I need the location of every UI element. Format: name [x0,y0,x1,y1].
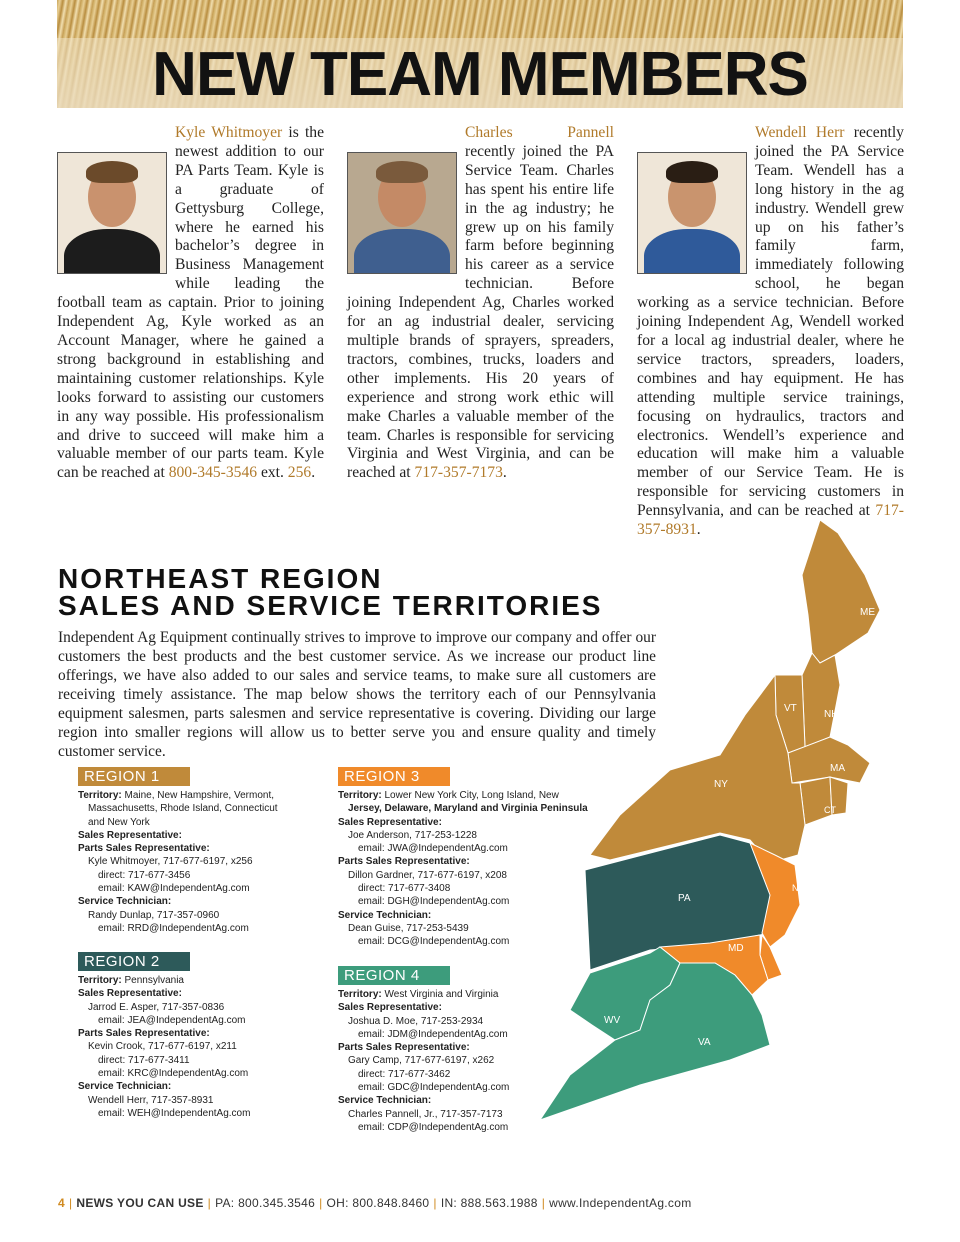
page-footer [58,1196,692,1210]
member-name: Wendell Herr [755,124,845,141]
region-line-text: Randy Dunlap, 717-357-0960 [88,909,220,921]
map-label-ri: RI [859,789,868,799]
region-header: REGION 1 [78,767,190,786]
region-line [338,1094,509,1107]
region-line-label: Sales Representative: [338,816,442,828]
map-label-nj: NJ [792,883,803,893]
member-column-wendell [637,124,904,540]
region-line-text: Kyle Whitmoyer, 717-677-6197, x256 [88,856,253,868]
region-line-text: Wendell Herr, 717-357-8931 [88,1094,214,1106]
region-line [338,1015,509,1028]
region-line-text: email: KAW@IndependentAg.com [98,883,250,895]
region-2-block [78,952,250,1120]
region-line [338,1028,509,1041]
region-line [78,1001,250,1014]
member-photo [347,152,457,274]
member-bio: recently joined the PA Service Team. Wendell has a long history in the ag industry. Wendell grew up on his father’s family farm, immediately following school, he began working as a service technician. Before joining Independent Ag, Wendell worked for a local ag industrial dealer, where he service tractors, spreaders, loaders, combines and hay equipment. He has attending multiple service trainings, focusing on hydraulics, tractors and electronics. Wendell’s experience and education will make him a valuable member of our Service Team. He is responsible for servicing customers in Pennsylvania, and can be reached at [637,124,904,520]
region-line-text: direct: 717-677-3411 [98,1054,190,1066]
map-label-pa: PA [678,893,691,904]
region-line-bold: Jersey, Delaware, Maryland and Virginia Peninsula [348,803,588,815]
footer-pa-phone: PA: 800.345.3546 [215,1196,316,1210]
region-line [78,1107,250,1120]
region-line-text: Pennsylvania [121,975,184,986]
region-line-label: Parts Sales Representative: [338,1042,470,1054]
map-label-me: ME [860,607,875,618]
region-line [338,1121,509,1134]
map-label-nh: NH [824,709,839,720]
member-name: Charles Pannell [465,124,614,141]
region-line [78,895,278,908]
region-line-text: Massachusetts, Rhode Island, Connecticut [88,803,278,815]
map-label-wv: WV [604,1015,621,1026]
footer-oh-phone: OH: 800.848.8460 [326,1196,430,1210]
region-line [78,1080,250,1093]
footer-sep: | [541,1196,546,1210]
region-line-label: Sales Representative: [338,1002,442,1014]
territories-title [58,565,602,619]
footer-in-phone: IN: 888.563.1988 [440,1196,538,1210]
region-line-label: Territory: [338,989,382,1000]
region-line-text: email: JWA@IndependentAg.com [358,843,508,855]
region-line [338,1054,509,1067]
member-ext-label: ext. [257,464,288,482]
territories-title-line1: NORTHEAST REGION [58,563,383,594]
member-phone[interactable]: 717-357-8931 [637,502,904,539]
region-line-label: Service Technician: [78,1081,172,1093]
region-line-text: Joshua D. Moe, 717-253-2934 [348,1015,484,1027]
map-label-vt: VT [784,703,797,714]
region-line-label: Service Technician: [78,896,172,908]
map-state-nh [802,653,840,747]
region-line-text: direct: 717-677-3456 [98,869,191,881]
member-photo [57,152,167,274]
region-line-text: email: JDM@IndependentAg.com [358,1028,508,1040]
region-line-text: Jarrod E. Asper, 717-357-0836 [88,1001,225,1013]
map-state-ny [590,675,805,863]
region-line-text: Kevin Crook, 717-677-6197, x211 [88,1041,237,1053]
region-line [78,1054,250,1067]
region-line-text: Dean Guise, 717-253-5439 [348,922,469,934]
region-header: REGION 3 [338,767,450,786]
region-line [78,789,278,802]
region-line-text: Dillon Gardner, 717-677-6197, x208 [348,869,507,881]
region-line [78,829,278,842]
footer-sep: | [433,1196,437,1210]
region-line [78,974,250,987]
member-bio: recently joined the PA Service Team. Charles has spent his entire life in the ag industry; he grew up on his family farm before beginning his career as a service technician. Before joining Independent Ag, Charles worked for an ag industrial dealer, servicing multiple brands of sprayers, spreaders, tractors, combines, trucks, loaders and other implements. His 20 years of experience and strong work ethic will make Charles a valuable member of the team. Charles is responsible for servicing Virginia and West Virginia, and can be reached at [347,142,614,482]
region-line [78,1067,250,1080]
region-line [338,1001,509,1014]
map-label-de: DE [780,956,792,965]
region-line-text: and New York [88,816,150,828]
map-state-ct [800,777,832,825]
region-line [338,988,509,1001]
map-label-ct: CT [824,805,836,815]
territories-intro: Independent Ag Equipment continually strives to improve to improve our company and offer our customers the best products and the best customer service. As we increase our product line offerings, we have also added to our sales and service teams, to make sure all customers are receiving timely assistance. The map below shows the territory each of our Pennsylvania equipment salesmen, parts salesmen and service representative is covering. Dividing our large region into smaller regions will allow us to better serve you and ensure quality and timely customer service. [58,629,656,760]
region-line-label: Territory: [78,975,122,986]
region-line-text: direct: 717-677-3462 [358,1068,451,1080]
region-line-text: Gary Camp, 717-677-6197, x262 [348,1055,495,1067]
region-line-text: West Virginia and Virginia [381,989,499,1000]
region-line-text: email: JEA@IndependentAg.com [98,1014,246,1026]
member-name: Kyle Whitmoyer [175,124,283,141]
map-label-ma: MA [830,763,845,774]
region-line-text: email: WEH@IndependentAg.com [98,1107,251,1119]
region-header: REGION 2 [78,952,190,971]
footer-sep: | [68,1196,73,1210]
region-line [78,802,278,815]
region-line [78,1014,250,1027]
footer-sep: | [207,1196,212,1210]
region-line [78,1040,250,1053]
region-line-text: direct: 717-677-3408 [358,883,451,895]
region-line [78,842,278,855]
region-line-label: Parts Sales Representative: [78,1028,210,1040]
member-bio-end: . [502,464,507,482]
map-state-me [802,520,880,663]
region-line-text: email: KRC@IndependentAg.com [98,1068,249,1080]
region-line [78,816,278,829]
page-number: 4 [58,1196,65,1210]
map-label-md: MD [728,943,744,954]
region-line-text: email: GDC@IndependentAg.com [358,1082,510,1094]
region-line-text: Joe Anderson, 717-253-1228 [348,829,477,841]
page-title: NEW TEAM MEMBERS [152,40,808,108]
member-column-kyle [57,124,324,483]
member-phone[interactable]: 800-345-3546 [168,464,258,482]
map-label-ny: NY [714,779,728,790]
region-line-text: email: RRD@IndependentAg.com [98,922,249,934]
region-line-text: Maine, New Hampshire, Vermont, [121,790,274,801]
region-line-text: Charles Pannell, Jr., 717-357-7173 [348,1108,503,1120]
region-line-label: Service Technician: [338,1095,432,1107]
footer-website[interactable]: www.IndependentAg.com [549,1196,692,1210]
member-column-charles [347,124,614,483]
region-line [78,882,278,895]
region-line-label: Territory: [338,790,382,801]
region-line-text: email: CDP@IndependentAg.com [358,1121,509,1133]
region-line-text: email: DGH@IndependentAg.com [358,896,510,908]
footer-section: NEWS YOU CAN USE [76,1196,204,1210]
member-phone[interactable]: 717-357-7173 [414,464,503,482]
region-line-label: Sales Representative: [78,988,182,1000]
region-header: REGION 4 [338,966,450,985]
territory-map [530,515,910,1135]
region-line [338,1068,509,1081]
member-bio-end: . [696,521,701,539]
member-photo [637,152,747,274]
region-line [78,1027,250,1040]
map-label-va: VA [698,1037,711,1048]
region-line [78,869,278,882]
header-banner [57,0,903,108]
region-line-label: Territory: [78,790,122,801]
region-line [338,1108,509,1121]
region-line [338,1041,509,1054]
region-line [78,855,278,868]
region-line-label: Sales Representative: [78,829,182,841]
region-line [78,909,278,922]
region-1-block [78,767,278,935]
region-line-text: Lower New York City, Long Island, New [381,790,559,801]
member-ext[interactable]: 256 [287,464,312,482]
member-bio-end: . [311,464,316,482]
member-bio: is the newest addition to our PA Parts Team. Kyle is a graduate of Gettysburg College, where he earned his bachelor’s degree in Business Management while leading the football team as captain. Prior to joining Independent Ag, Kyle worked as an Account Manager, where he gained a strong background in establishing and maintaining customer relationships. Kyle looks forward to assisting our customers in any way possible. His professionalism and drive to succeed will make him a valuable member of our parts team. Kyle can be reached at [57,124,324,482]
region-line-label: Parts Sales Representative: [338,856,470,868]
territories-title-line2: SALES AND SERVICE TERRITORIES [58,590,603,621]
region-line-label: Service Technician: [338,909,432,921]
region-line [78,987,250,1000]
region-line-label: Parts Sales Representative: [78,843,210,855]
region-line-text: email: DCG@IndependentAg.com [358,936,510,948]
region-line [338,1081,509,1094]
region-line [78,922,278,935]
region-4-block [338,966,509,1134]
region-line [78,1094,250,1107]
footer-sep: | [319,1196,323,1210]
